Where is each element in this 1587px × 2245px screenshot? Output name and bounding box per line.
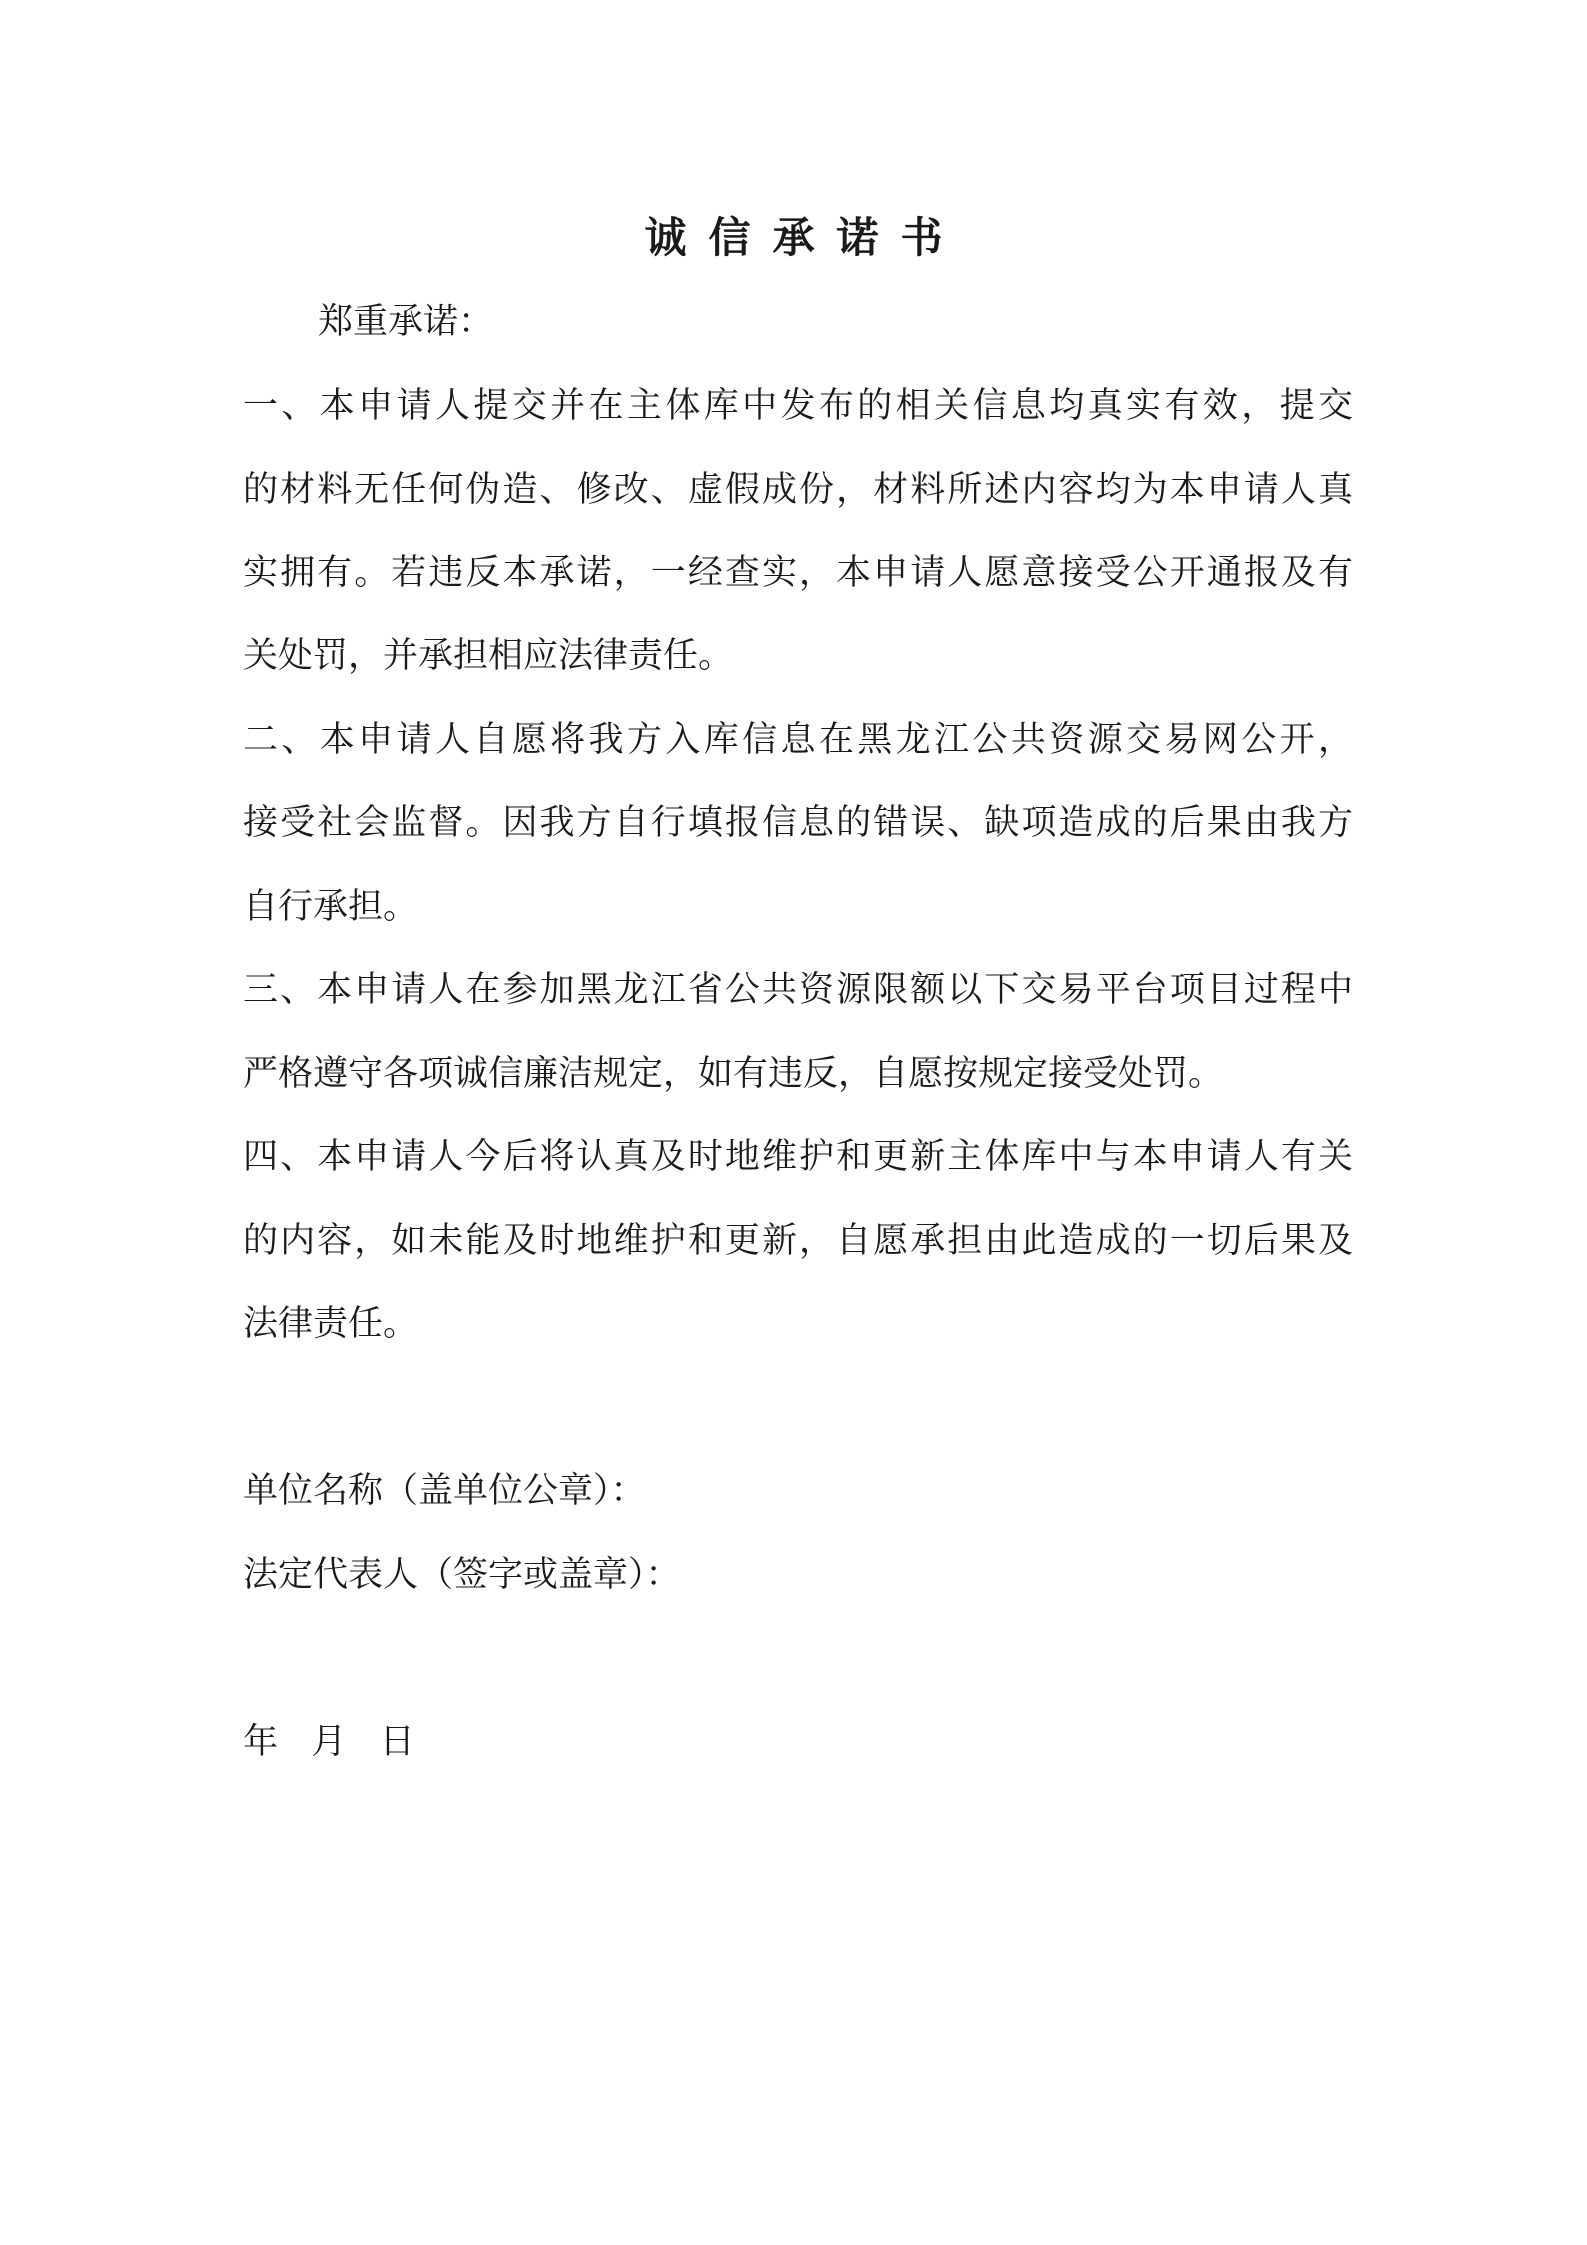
paragraph-line: 法律责任。 [243, 1304, 419, 1344]
paragraph-line: 严格遵守各项诚信廉洁规定，如有违反，自愿按规定接受处罚。 [243, 1054, 1224, 1094]
paragraph-line: 实拥有。若违反本承诺，一经查实，本申请人愿意接受公开通报及有 [243, 553, 1353, 593]
paragraph-line: 的材料无任何伪造、修改、虚假成份，材料所述内容均为本申请人真 [243, 470, 1353, 510]
paragraph-line: 二、本申请人自愿将我方入库信息在黑龙江公共资源交易网公开， [243, 720, 1353, 760]
paragraph-line: 自行承担。 [243, 887, 419, 927]
paragraph-line: 接受社会监督。因我方自行填报信息的错误、缺项造成的后果由我方 [243, 803, 1353, 843]
document-title: 诚信承诺书 [644, 213, 965, 262]
unit-name-label: 单位名称（盖单位公章）： [243, 1471, 646, 1511]
legal-representative-label: 法定代表人（签字或盖章）： [243, 1555, 681, 1595]
date-label: 年 月 日 [243, 1722, 415, 1762]
paragraph-line: 一、本申请人提交并在主体库中发布的相关信息均真实有效，提交 [243, 386, 1353, 426]
paragraph-line: 关处罚，并承担相应法律责任。 [243, 636, 734, 676]
salutation: 郑重承诺： [318, 302, 494, 342]
paragraph-line: 三、本申请人在参加黑龙江省公共资源限额以下交易平台项目过程中 [243, 970, 1353, 1010]
paragraph-line: 四、本申请人今后将认真及时地维护和更新主体库中与本申请人有关 [243, 1137, 1353, 1177]
paragraph-line: 的内容，如未能及时地维护和更新，自愿承担由此造成的一切后果及 [243, 1221, 1353, 1261]
